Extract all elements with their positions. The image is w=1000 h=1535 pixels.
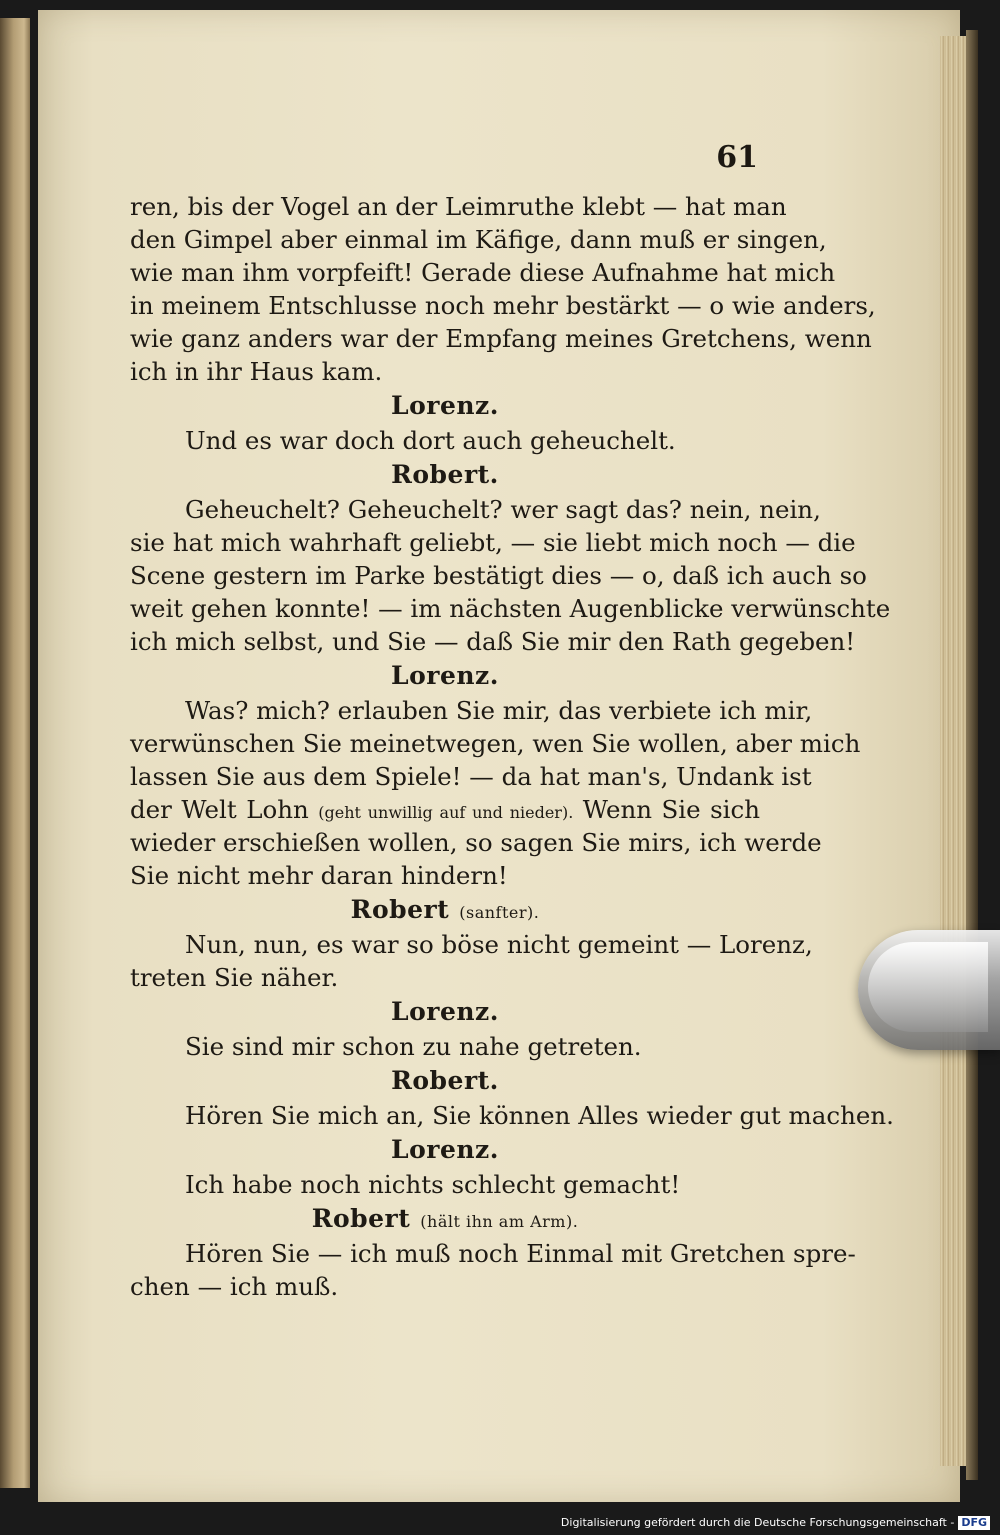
speaker-name: Lorenz. (391, 997, 499, 1026)
stage-direction: (geht unwillig auf und nieder). (318, 803, 574, 822)
text-line: Ich habe noch nichts schlecht gemacht! (185, 1170, 681, 1199)
speaker-name: Robert (311, 1204, 411, 1233)
text-line: Scene gestern im Parke bestätigt dies — o, daß ich auch so (130, 561, 867, 590)
speaker-heading (130, 892, 760, 928)
text-line: treten Sie näher. (130, 963, 339, 992)
text-line: den Gimpel aber einmal im Käfige, dann muß er singen, (130, 225, 827, 254)
footer-credit: Digitalisierung gefördert durch die Deutsche Forschungsgemeinschaft - (560, 1516, 955, 1529)
text-line: ich in ihr Haus kam. (130, 357, 383, 386)
text-line: in meinem Entschlusse noch mehr bestärkt — o wie anders, (130, 291, 876, 320)
text-line: verwünschen Sie meinetwegen, wen Sie wollen, aber mich (130, 729, 861, 758)
text-line: Sie nicht mehr daran hindern! (130, 861, 508, 890)
text-segment: der Welt Lohn (130, 795, 309, 824)
text-segment: Wenn Sie sich (582, 795, 760, 824)
text-line: wie man ihm vorpfeift! Gerade diese Aufnahme hat mich (130, 258, 836, 287)
speaker-name: Robert (350, 895, 450, 924)
speaker-name: Lorenz. (391, 661, 499, 690)
text-line: weit gehen konnte! — im nächsten Augenblicke verwünschte (130, 594, 891, 623)
text-line: wieder erschießen wollen, so sagen Sie mirs, ich werde (130, 828, 822, 857)
speaker-name: Lorenz. (391, 1135, 499, 1164)
stage-direction: (sanfter). (459, 903, 540, 922)
digitization-footer (560, 1514, 990, 1532)
text-line: ich mich selbst, und Sie — daß Sie mir den Rath gegeben! (130, 627, 856, 656)
text-line: ren, bis der Vogel an der Leimruthe klebt — hat man (130, 192, 787, 221)
speaker-name: Robert. (391, 460, 499, 489)
clip-highlight (868, 942, 988, 1032)
text-line: lassen Sie aus dem Spiele! — da hat man's, Undank ist (130, 762, 812, 791)
text-line: Was? mich? erlauben Sie mir, das verbiete ich mir, (185, 696, 813, 725)
facing-page-edge (0, 18, 30, 1488)
text-line: sie hat mich wahrhaft geliebt, — sie liebt mich noch — die (130, 528, 856, 557)
text-line: chen — ich muß. (130, 1272, 339, 1301)
text-line: Und es war doch dort auch geheuchelt. (185, 426, 676, 455)
dfg-logo: DFG (958, 1516, 990, 1530)
text-line: Hören Sie mich an, Sie können Alles wieder gut machen. (185, 1101, 894, 1130)
speaker-name: Robert. (391, 1066, 499, 1095)
text-line: Sie sind mir schon zu nahe getreten. (185, 1032, 642, 1061)
page-text (130, 190, 894, 1303)
text-line: Nun, nun, es war so böse nicht gemeint — Lorenz, (185, 930, 813, 959)
text-line: wie ganz anders war der Empfang meines Gretchens, wenn (130, 324, 872, 353)
stage-direction: (hält ihn am Arm). (420, 1212, 579, 1231)
text-line: Hören Sie — ich muß noch Einmal mit Gretchen spre- (185, 1239, 856, 1268)
speaker-name: Lorenz. (391, 391, 499, 420)
page-number: 61 (716, 140, 758, 175)
text-line (130, 793, 760, 826)
speaker-heading (130, 1201, 760, 1237)
page-holder-clip (858, 930, 1000, 1050)
text-line: Geheuchelt? Geheuchelt? wer sagt das? nein, nein, (185, 495, 821, 524)
book-cover-edge (966, 30, 978, 1480)
